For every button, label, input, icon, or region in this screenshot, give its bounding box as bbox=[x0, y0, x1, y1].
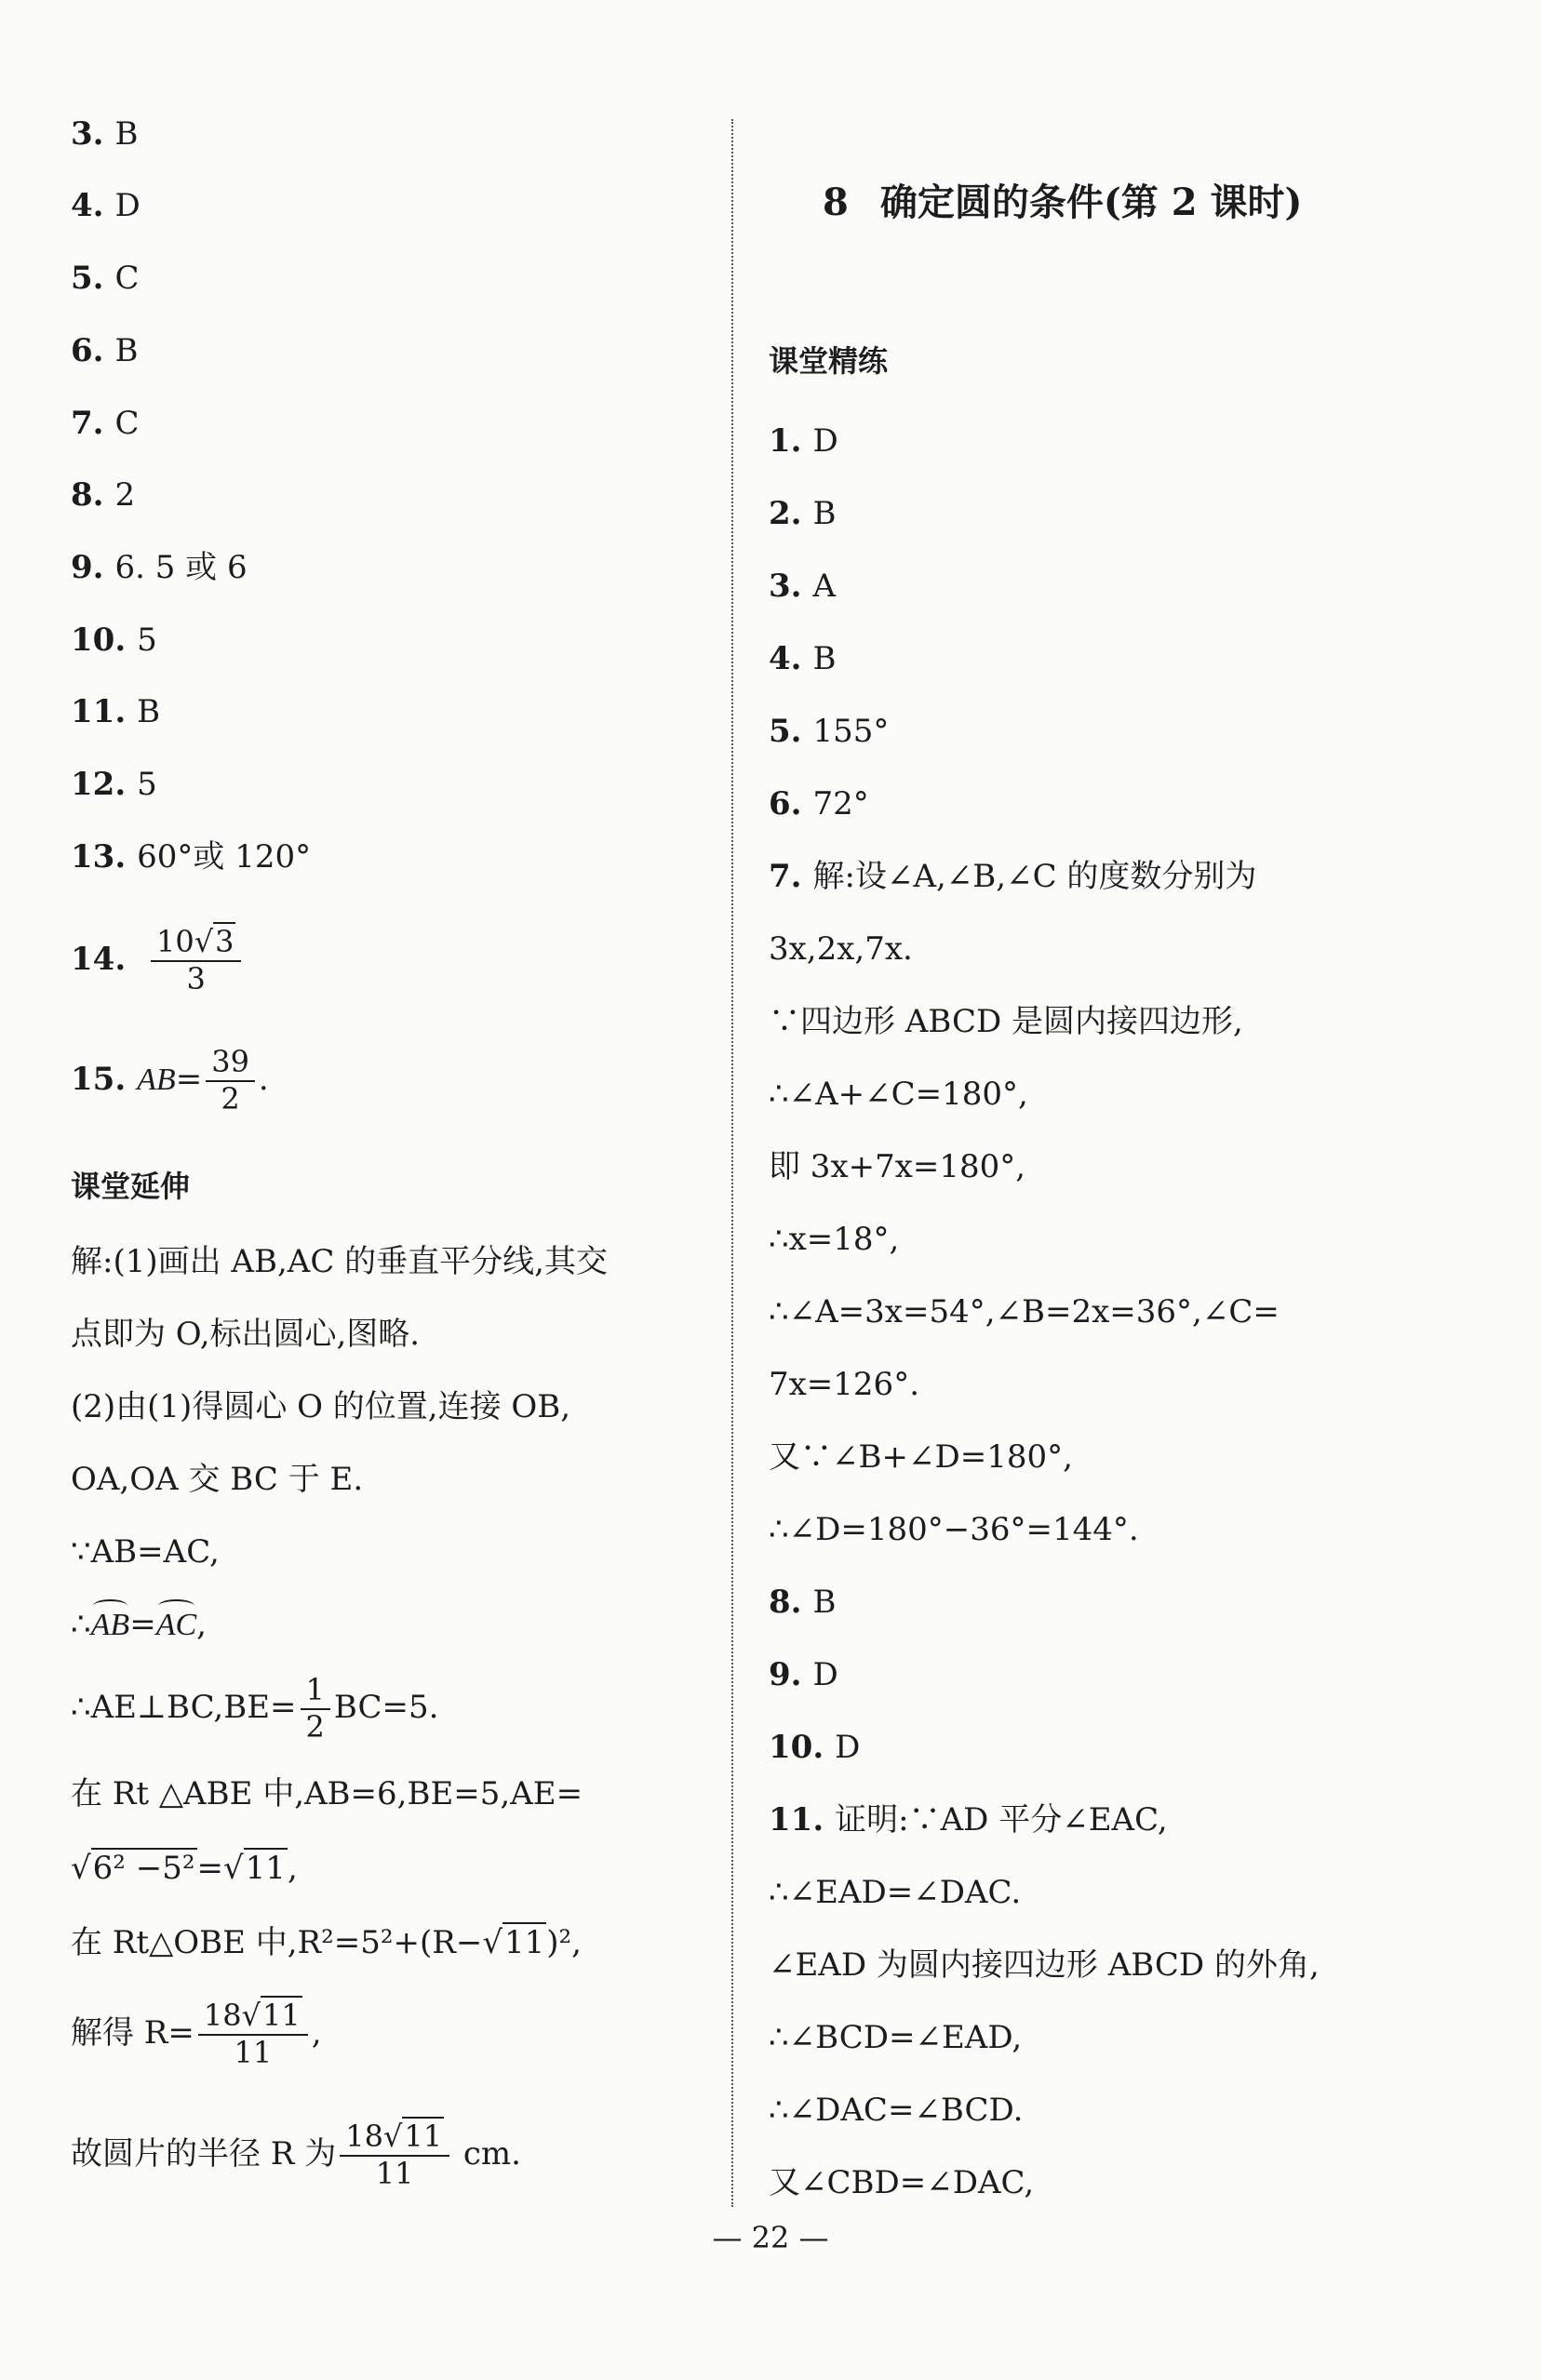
comma: , bbox=[311, 2014, 322, 2052]
comma: , bbox=[287, 1850, 298, 1887]
solution-line: 7x=126°. bbox=[769, 1366, 919, 1403]
fraction bbox=[301, 1672, 330, 1745]
answer-text: 5 bbox=[137, 766, 157, 803]
answer-item bbox=[769, 421, 838, 461]
answer-item bbox=[71, 547, 248, 588]
answer-item bbox=[71, 764, 157, 805]
answer-item bbox=[769, 1727, 860, 1768]
answer-number: 2. bbox=[769, 495, 802, 532]
fraction-denominator: 3 bbox=[186, 961, 206, 996]
solution-line: ∴∠DAC=∠BCD. bbox=[769, 2092, 1024, 2129]
solution-text: 证明:∵AD 平分∠EAC, bbox=[835, 1801, 1168, 1838]
answer-item bbox=[769, 711, 889, 752]
answer-item bbox=[71, 114, 139, 154]
answer-number: 10. bbox=[71, 622, 127, 659]
answer-text: 6. 5 或 6 bbox=[114, 549, 248, 586]
answer-number: 6. bbox=[769, 785, 802, 822]
fraction bbox=[340, 2121, 449, 2189]
sqrt: √11 bbox=[482, 1924, 545, 1961]
solution-line bbox=[769, 1799, 1168, 1840]
expression: )², bbox=[546, 1924, 582, 1961]
solution-line: 解:(1)画出 AB,AC 的垂直平分线,其交 bbox=[71, 1243, 608, 1280]
arc-ac: AC bbox=[156, 1605, 196, 1646]
radicand: 11 bbox=[504, 1924, 545, 1961]
solution-line: ∴∠EAD=∠DAC. bbox=[769, 1874, 1022, 1911]
solution-line: 3x,2x,7x. bbox=[769, 930, 913, 968]
expression: 解得 R= bbox=[71, 2014, 194, 2052]
solution-text: 解:设∠A,∠B,∠C 的度数分别为 bbox=[812, 858, 1257, 895]
solution-line bbox=[769, 856, 1256, 897]
fraction-numerator: 1 bbox=[301, 1675, 330, 1710]
chapter-title bbox=[823, 182, 1302, 223]
answer-item bbox=[71, 836, 311, 877]
answer-text: B bbox=[812, 640, 837, 677]
fraction-denominator: 2 bbox=[305, 1709, 325, 1745]
answer-item-14 bbox=[71, 917, 245, 1001]
answer-number: 5. bbox=[769, 713, 802, 750]
solution-line bbox=[71, 2112, 521, 2196]
answer-item bbox=[769, 1582, 837, 1623]
sqrt: √11 bbox=[382, 2119, 443, 2155]
fraction-numerator: 18 bbox=[345, 2119, 383, 2155]
answer-text: D bbox=[835, 1729, 861, 1766]
fraction bbox=[206, 1044, 255, 1116]
answer-number: 9. bbox=[71, 549, 104, 586]
answer-number: 6. bbox=[71, 332, 104, 369]
answer-number: 11. bbox=[769, 1801, 824, 1838]
solution-line: ∵四边形 ABCD 是圆内接四边形, bbox=[769, 1003, 1243, 1040]
answer-item bbox=[71, 620, 157, 661]
answer-text: D bbox=[812, 422, 838, 460]
answer-text: C bbox=[114, 260, 140, 297]
radicand: 3 bbox=[215, 924, 234, 960]
answer-number: 4. bbox=[71, 187, 104, 224]
expression: AB bbox=[137, 1063, 176, 1097]
equals-sign: = bbox=[129, 1606, 156, 1643]
answer-number: 4. bbox=[769, 640, 802, 677]
chapter-title-text: 确定圆的条件(第 2 课时) bbox=[879, 181, 1303, 224]
solution-line: OA,OA 交 BC 于 E. bbox=[71, 1461, 364, 1498]
answer-item bbox=[71, 185, 141, 226]
solution-line: 又∵∠B+∠D=180°, bbox=[769, 1438, 1073, 1476]
answer-text: 60°或 120° bbox=[137, 838, 312, 876]
solution-line: ∴∠D=180°−36°=144°. bbox=[769, 1511, 1139, 1548]
solution-line: ∴∠A+∠C=180°, bbox=[769, 1076, 1028, 1113]
sqrt: √3 bbox=[194, 924, 234, 960]
solution-line: 在 Rt △ABE 中,AB=6,BE=5,AE= bbox=[71, 1775, 583, 1812]
fraction-denominator: 11 bbox=[375, 2156, 414, 2191]
expression: 在 Rt△OBE 中,R²=5²+(R− bbox=[71, 1924, 483, 1961]
fraction bbox=[198, 2000, 308, 2068]
sqrt: √6² −5² bbox=[71, 1850, 195, 1887]
answer-text: 72° bbox=[812, 785, 869, 822]
radicand: 11 bbox=[262, 1998, 301, 2034]
expression: ∴AE⊥BC,BE= bbox=[71, 1689, 297, 1726]
answer-item-15 bbox=[71, 1037, 269, 1122]
answer-text: B bbox=[137, 693, 161, 730]
chapter-number: 8 bbox=[823, 181, 849, 224]
answer-text: 5 bbox=[137, 622, 157, 659]
solution-line: ∵AB=AC, bbox=[71, 1533, 220, 1571]
solution-line: ∴x=18°, bbox=[769, 1221, 900, 1258]
fraction-numerator: 39 bbox=[206, 1047, 255, 1082]
answer-item bbox=[71, 330, 139, 371]
answer-number: 15. bbox=[71, 1061, 127, 1098]
answer-number: 7. bbox=[769, 858, 802, 895]
answer-number: 5. bbox=[71, 260, 104, 297]
arc-ab: AB bbox=[91, 1605, 130, 1646]
solution-line: ∴∠A=3x=54°,∠B=2x=36°,∠C= bbox=[769, 1293, 1280, 1330]
solution-line: 即 3x+7x=180°, bbox=[769, 1148, 1026, 1185]
sqrt: √11 bbox=[241, 1998, 301, 2034]
solution-line bbox=[71, 1848, 298, 1889]
answer-text: A bbox=[812, 568, 837, 605]
answer-text: B bbox=[812, 495, 837, 532]
answer-item bbox=[769, 566, 836, 607]
expression: BC=5. bbox=[333, 1689, 439, 1726]
solution-line: (2)由(1)得圆心 O 的位置,连接 OB, bbox=[71, 1388, 571, 1425]
answer-item bbox=[71, 475, 135, 515]
answer-number: 1. bbox=[769, 422, 802, 460]
answer-text: D bbox=[812, 1656, 838, 1693]
answer-item bbox=[769, 493, 837, 534]
therefore-sign: ∴ bbox=[71, 1606, 91, 1643]
solution-line bbox=[71, 1665, 438, 1749]
period: . bbox=[258, 1061, 269, 1098]
equals-sign: = bbox=[175, 1061, 203, 1098]
answer-text: C bbox=[114, 405, 140, 442]
answer-item bbox=[71, 258, 140, 299]
answer-number: 3. bbox=[769, 568, 802, 605]
answer-text: B bbox=[114, 115, 139, 153]
radicand: 11 bbox=[404, 2119, 443, 2155]
answer-number: 8. bbox=[769, 1584, 802, 1621]
answer-number: 11. bbox=[71, 693, 127, 730]
answer-item bbox=[71, 403, 140, 444]
answer-number: 3. bbox=[71, 115, 104, 153]
solution-line bbox=[71, 1922, 582, 1963]
answer-number: 13. bbox=[71, 838, 127, 876]
answer-text: D bbox=[114, 187, 141, 224]
answer-item bbox=[769, 1654, 838, 1695]
equals-sign: = bbox=[196, 1850, 223, 1887]
answer-number: 7. bbox=[71, 405, 104, 442]
expression: 故圆片的半径 R 为 bbox=[71, 2135, 337, 2173]
column-divider bbox=[731, 119, 733, 2207]
radicand: 6² −5² bbox=[92, 1850, 195, 1887]
answer-item bbox=[769, 638, 837, 679]
fraction-denominator: 11 bbox=[234, 2035, 273, 2070]
answer-text: 2 bbox=[114, 476, 136, 514]
fraction-numerator: 18 bbox=[203, 1998, 242, 2034]
answer-number: 14. bbox=[71, 941, 127, 978]
expression: cm. bbox=[453, 2135, 521, 2173]
answer-item bbox=[71, 691, 160, 732]
solution-line: 又∠CBD=∠DAC, bbox=[769, 2164, 1035, 2201]
comma: , bbox=[196, 1606, 207, 1643]
solution-line bbox=[71, 1991, 322, 2075]
page-number: — 22 — bbox=[712, 2220, 829, 2255]
fraction-numerator: 10 bbox=[155, 924, 194, 960]
answer-number: 9. bbox=[769, 1656, 802, 1693]
section-heading: 课堂精练 bbox=[769, 343, 889, 379]
answer-item bbox=[769, 783, 869, 824]
radicand: 11 bbox=[245, 1850, 286, 1887]
answer-number: 10. bbox=[769, 1729, 824, 1766]
solution-line: ∠EAD 为圆内接四边形 ABCD 的外角, bbox=[769, 1946, 1320, 1984]
answer-text: 155° bbox=[812, 713, 890, 750]
sqrt: √11 bbox=[223, 1850, 286, 1887]
answer-number: 12. bbox=[71, 766, 127, 803]
section-heading: 课堂延伸 bbox=[71, 1169, 191, 1204]
answer-text: B bbox=[114, 332, 139, 369]
fraction bbox=[151, 924, 241, 996]
answer-text: B bbox=[812, 1584, 837, 1621]
solution-line: ∴∠BCD=∠EAD, bbox=[769, 2019, 1023, 2056]
solution-line bbox=[71, 1604, 207, 1646]
solution-line: 点即为 O,标出圆心,图略. bbox=[71, 1316, 421, 1353]
answer-number: 8. bbox=[71, 476, 104, 514]
fraction-denominator: 2 bbox=[221, 1081, 240, 1116]
